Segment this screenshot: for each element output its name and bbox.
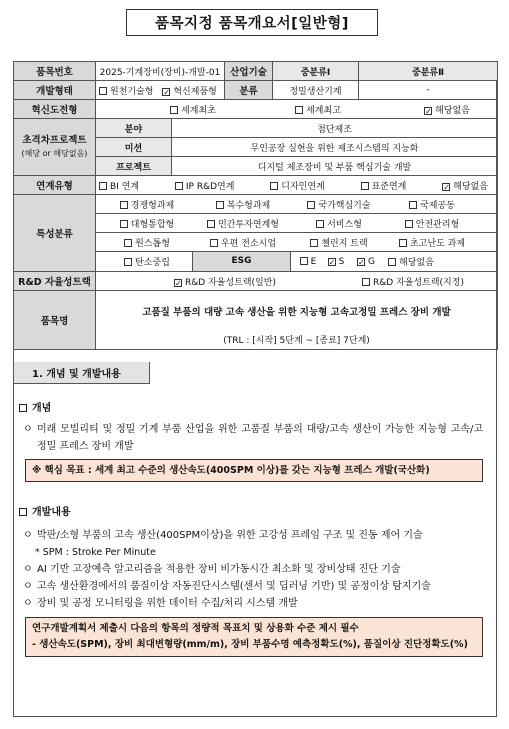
link-option-design[interactable]: 디자인연계 [270,179,324,192]
feature-option[interactable]: 복수형과제 [195,198,291,211]
development-bullet: ㅇ 고속 생산환경에서의 품질이상 자동진단시스템(센서 및 딥러닝 기반) 및 공정이상 탐지기술 [23,578,483,595]
feature-label: 특성분류 [14,195,96,272]
innovation-option-none[interactable]: ✓ 해당없음 [425,105,470,116]
dev-type-option-basic[interactable]: 원천기술형 [99,84,153,97]
requirement-line-1: 연구개발계획서 제출시 다음의 항목의 정량적 목표치 및 상용화 수준 제시 필수 [32,623,359,634]
project-label [14,119,96,176]
project-label-sub: (해당 or 해당없음) [21,149,88,158]
dev-type-options [96,81,225,100]
checkbox-icon[interactable] [170,106,178,114]
checkbox-icon[interactable] [409,201,417,209]
innovation-option-first[interactable]: 세계최초 [127,103,259,116]
item-no-label: 품목번호 [14,62,96,81]
field-value: 첨단제조 [172,119,498,138]
mid-class2-label: 중분류Ⅱ [359,62,498,81]
field-label: 분야 [96,119,172,138]
requirement-box [25,617,483,657]
checkbox-icon[interactable] [316,220,324,228]
development-heading: 개발내용 [19,504,483,521]
square-bullet-icon [19,404,27,412]
feature-option[interactable]: 국가핵심기술 [291,198,387,211]
project-value: 디지털 제조장비 및 부품 핵심기술 개발 [172,157,498,176]
square-bullet-icon [19,508,27,516]
checkbox-icon[interactable] [120,220,128,228]
feature-option[interactable]: 안전관리형 [387,217,477,230]
section-title: 1. 개념 및 개발내용 [13,362,150,384]
esg-option-e[interactable]: E [291,257,321,267]
feature-option[interactable]: 원스톱형 [99,236,195,249]
feature-row-2 [96,214,498,233]
feature-option[interactable]: 경쟁형과제 [99,198,195,211]
trl-value [96,331,498,350]
checkbox-checked-icon[interactable]: ✓ [328,257,336,267]
mid-class-value: 정밀생산기계 [273,81,359,100]
checkbox-icon[interactable] [361,182,369,190]
body-content [13,384,497,657]
spm-note: * SPM : Stroke Per Minute [35,547,156,558]
feature-row-1 [96,195,498,214]
rd-track-options [96,272,498,291]
mid-class-label: 중분류Ⅰ [273,62,359,81]
link-type-options [96,176,498,195]
circle-bullet-icon: ㅇ [23,424,33,435]
innovation-option-best[interactable]: 세계최고 [259,103,377,116]
esg-label: ESG [192,252,291,271]
checkbox-icon[interactable] [405,220,413,228]
document-title: 품목지정 품목개요서[일반형] [126,9,378,36]
feature-option[interactable]: 서비스형 [291,217,387,230]
concept-heading: 개념 [19,400,483,417]
esg-option-none[interactable]: 해당없음 [381,255,441,268]
circle-bullet-icon: ㅇ [23,598,33,609]
link-type-label: 연계유형 [14,176,96,195]
link-option-standard[interactable]: 표준연계 [361,179,407,192]
checkbox-icon[interactable] [207,220,215,228]
checkbox-icon[interactable] [310,239,318,247]
mission-value: 무인공장 실현을 위한 제조시스템의 지능화 [172,138,498,157]
checkbox-icon[interactable] [216,201,224,209]
development-bullet: ㅇ AI 기반 고장예측 알고리즘을 적용한 장비 비가동시간 최소화 및 장비상태 진단 기술 [23,561,483,578]
checkbox-icon[interactable] [270,182,278,190]
checkbox-icon[interactable] [300,257,308,265]
concept-bullet: ㅇ 미래 모빌리티 및 정밀 기계 부품 산업을 위한 고품질 부품의 대량/고속 생산이 가능한 지능형 고속/고정밀 프레스 장비 개발 [23,421,483,455]
checkbox-icon[interactable] [307,201,315,209]
feature-option[interactable]: 대형통합형 [99,217,195,230]
industry-tech-label-2: 분류 [225,81,273,100]
checkbox-checked-icon[interactable]: ✓ [425,106,432,116]
project-row-label: 프로젝트 [96,157,172,176]
innovation-label: 혁신도전형 [14,100,96,119]
requirement-line-2: - 생산속도(SPM), 장비 최대변형량(mm/m), 장비 부품수명 예측정확도(%), 품질이상 진단정확도(%) [32,639,468,650]
project-label-main: 초격차프로젝트 [22,135,87,146]
checkbox-icon[interactable] [175,182,183,190]
checkbox-checked-icon[interactable]: ✓ [175,278,182,288]
feature-option[interactable]: 국제공동 [387,198,477,211]
checkbox-icon[interactable] [99,87,107,95]
checkbox-icon[interactable] [120,201,128,209]
mission-label: 미션 [96,138,172,157]
item-name-value [96,291,498,331]
circle-bullet-icon: ㅇ [23,564,33,575]
checkbox-icon[interactable] [210,239,218,247]
item-overview-table [13,61,498,350]
rd-track-label: R&D 자율성트랙 [14,272,96,291]
dev-type-option-innovation[interactable]: ✓ 혁신제품형 [163,86,217,97]
checkbox-icon[interactable] [362,278,370,286]
development-bullet: ㅇ 장비 및 공정 모니터링을 위한 데이터 수집/처리 시스템 개발 [23,595,483,612]
item-name-text: 고품질 부품의 대량 고속 생산을 위한 지능형 고속고정밀 프레스 장비 개발 [142,306,451,318]
feature-row-4 [96,252,498,272]
checkbox-icon[interactable] [388,258,396,266]
industry-tech-label: 산업기술 [225,62,273,81]
rd-option-designated[interactable]: R&D 자율성트랙(지정) [323,275,498,288]
checkbox-checked-icon[interactable]: ✓ [358,257,365,267]
innovation-options [96,100,498,119]
feature-option[interactable]: 민간투자연계형 [195,217,291,230]
mid-class2-value: - [359,81,498,100]
feature-option[interactable]: 우편 전소시업 [195,236,291,249]
feature-row-3 [96,233,498,252]
rd-option-general[interactable]: ✓ R&D 자율성트랙(일반) [175,277,276,288]
link-option-none[interactable]: ✓ 해당없음 [443,181,488,192]
checkbox-icon[interactable] [295,106,303,114]
circle-bullet-icon: ㅇ [23,530,33,541]
link-option-ip[interactable]: IP R&D연계 [175,179,235,192]
checkbox-icon[interactable] [399,239,407,247]
item-name-label: 품목명 [14,291,96,350]
circle-bullet-icon: ㅇ [23,581,33,592]
feature-option-carbon[interactable]: 탄소중립 [99,255,195,268]
development-bullet: ㅇ 박판/소형 부품의 고속 생산(400SPM이상)을 위한 고강성 프레임 구조 및 진동 제어 기술 [23,527,483,544]
esg-option-s[interactable]: ✓ S [328,256,345,267]
esg-option-g[interactable]: ✓ G [358,256,375,267]
checkbox-icon[interactable] [99,182,107,190]
feature-option[interactable]: 챌린지 트랙 [291,236,387,249]
feature-option[interactable]: 초고난도 과제 [387,236,477,249]
checkbox-checked-icon[interactable]: ✓ [443,182,450,192]
checkbox-icon[interactable] [124,258,132,266]
link-option-bi[interactable]: BI 연계 [99,179,139,192]
checkbox-checked-icon[interactable]: ✓ [163,87,171,97]
dev-type-label: 개발형태 [14,81,96,100]
core-goal-box: ※ 핵심 목표 : 세계 최고 수준의 생산속도(400SPM 이상)를 갖는 지능형 프레스 개발(국산화) [25,459,483,482]
checkbox-icon[interactable] [124,239,132,247]
trl-text: (TRL : [시작] 5단계 ~ [종료] 7단계) [223,336,370,347]
item-no-value: 2025-기계장비(장비)-개발-01 [96,62,225,81]
